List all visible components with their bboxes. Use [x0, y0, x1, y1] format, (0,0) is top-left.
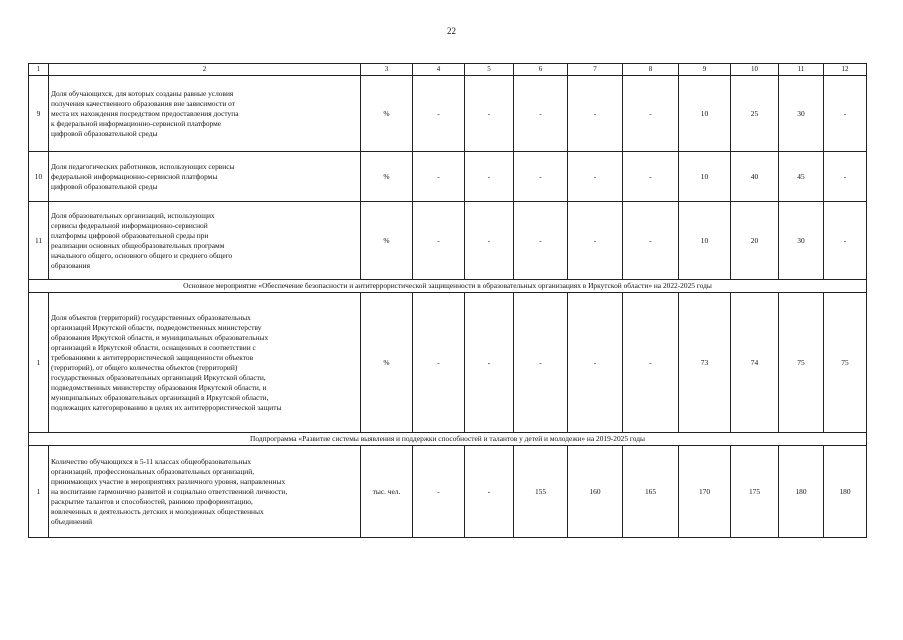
value-cell: - — [568, 293, 623, 433]
value-cell: 180 — [779, 446, 824, 538]
section-title: Основное мероприятие «Обеспечение безопасности и антитеррористической защищенности в образовательных организациях в Иркутской области» на 2022-2025 годы — [29, 280, 867, 293]
value-cell: 10 — [679, 152, 731, 202]
column-header: 2 — [49, 64, 361, 76]
column-header: 12 — [824, 64, 867, 76]
value-cell: 45 — [779, 152, 824, 202]
column-header: 10 — [731, 64, 779, 76]
indicator-line: цифровой образовательной среды — [51, 128, 158, 138]
indicator-line: организаций, профессиональных образовательных организаций, — [51, 466, 255, 476]
value-cell: - — [568, 152, 623, 202]
value-cell: - — [623, 202, 679, 280]
value-cell: - — [824, 152, 867, 202]
value-cell: - — [465, 446, 514, 538]
indicator-line: цифровой образовательной среды — [51, 181, 158, 191]
indicator-line: федеральной информационно-сервисной платформы — [51, 171, 218, 181]
column-number-header-row — [29, 64, 867, 76]
indicator-line: (территорий), от общего количества объектов (территорий) — [51, 362, 238, 372]
indicator-line: образования — [51, 260, 90, 270]
indicator-line: вовлеченных в деятельность детских и молодежных общественных — [51, 506, 264, 516]
value-cell: 165 — [623, 446, 679, 538]
indicator-line: Доля образовательных организаций, использующих — [51, 210, 215, 220]
value-cell: - — [568, 76, 623, 152]
indicator-line: Доля обучающихся, для которых созданы равные условия — [51, 88, 234, 98]
table-row — [29, 76, 867, 152]
value-cell: - — [465, 76, 514, 152]
value-cell: - — [514, 152, 568, 202]
value-cell: - — [465, 293, 514, 433]
indicator-line: Доля объектов (территорий) государственных образовательных — [51, 313, 251, 323]
indicator-name — [49, 446, 361, 538]
indicator-name — [49, 152, 361, 202]
value-cell: - — [623, 293, 679, 433]
indicator-line: организаций в Иркутской области, оснащенных в соответствии с — [51, 342, 256, 352]
indicator-line: Доля педагогических работников, использующих сервисы — [51, 161, 235, 171]
value-cell: - — [623, 76, 679, 152]
indicator-line: подведомственных министерству образования Иркутской области, и — [51, 382, 267, 392]
unit-cell: % — [361, 76, 413, 152]
column-header: 4 — [413, 64, 465, 76]
column-header: 9 — [679, 64, 731, 76]
indicator-line: государственных образовательных организаций Иркутской области, — [51, 372, 266, 382]
indicator-line: места их нахождения посредством предоставления доступа — [51, 108, 239, 118]
value-cell: 25 — [731, 76, 779, 152]
value-cell: - — [514, 293, 568, 433]
indicators-table — [28, 63, 867, 538]
value-cell: - — [824, 76, 867, 152]
column-header: 6 — [514, 64, 568, 76]
value-cell: 75 — [824, 293, 867, 433]
indicator-name — [49, 76, 361, 152]
section-title: Подпрограмма «Развитие системы выявления и поддержки способностей и талантов у детей и молодежи» на 2019-2025 годы — [29, 433, 867, 446]
indicator-line: принимающих участие в мероприятиях различного уровня, направленных — [51, 476, 286, 486]
indicator-name — [49, 202, 361, 280]
column-header: 11 — [779, 64, 824, 76]
value-cell: - — [514, 76, 568, 152]
table-row — [29, 446, 867, 538]
indicator-line: получения качественного образования вне зависимости от — [51, 98, 235, 108]
unit-cell: % — [361, 152, 413, 202]
unit-cell: % — [361, 293, 413, 433]
indicator-line: требованиями к антитеррористической защищенности объектов — [51, 352, 254, 362]
unit-cell: тыс. чел. — [361, 446, 413, 538]
indicator-line: подлежащих категорированию в целях их антитеррористической защиты — [51, 402, 282, 412]
column-header: 1 — [29, 64, 49, 76]
section-header-row — [29, 280, 867, 293]
row-number: 1 — [29, 446, 49, 538]
value-cell: 40 — [731, 152, 779, 202]
row-number: 11 — [29, 202, 49, 280]
indicator-line: Количество обучающихся в 5-11 классах общеобразовательных — [51, 456, 252, 466]
value-cell: - — [824, 202, 867, 280]
page-number: 22 — [447, 26, 456, 36]
value-cell: 30 — [779, 76, 824, 152]
value-cell: - — [413, 446, 465, 538]
indicator-line: к федеральной информационно-сервисной платформе — [51, 118, 222, 128]
value-cell: - — [623, 152, 679, 202]
table-row — [29, 293, 867, 433]
value-cell: - — [568, 202, 623, 280]
value-cell: 75 — [779, 293, 824, 433]
value-cell: - — [413, 202, 465, 280]
indicator-line: организаций Иркутской области, подведомственных министерству — [51, 323, 262, 332]
value-cell: - — [413, 152, 465, 202]
row-number: 9 — [29, 76, 49, 152]
row-number: 1 — [29, 293, 49, 433]
indicator-line: начального общего, основного общего и среднего общего — [51, 250, 233, 260]
value-cell: 170 — [679, 446, 731, 538]
value-cell: 175 — [731, 446, 779, 538]
indicator-line: образования Иркутской области, и муниципальных образовательных — [51, 332, 269, 342]
value-cell: 10 — [679, 202, 731, 280]
value-cell: 180 — [824, 446, 867, 538]
column-header: 5 — [465, 64, 514, 76]
value-cell: 74 — [731, 293, 779, 433]
indicator-line: сервисы федеральной информационно-сервисной — [51, 220, 208, 230]
indicator-line: объединений — [51, 516, 93, 526]
table-row — [29, 152, 867, 202]
column-header: 3 — [361, 64, 413, 76]
section-header-row — [29, 433, 867, 446]
value-cell: 30 — [779, 202, 824, 280]
value-cell: - — [465, 152, 514, 202]
indicator-line: реализации основных общеобразовательных программ — [51, 240, 225, 250]
indicator-line: муниципальных образовательных организаций в Иркутской области, — [51, 392, 269, 402]
value-cell: 10 — [679, 76, 731, 152]
value-cell: 160 — [568, 446, 623, 538]
value-cell: - — [413, 293, 465, 433]
column-header: 7 — [568, 64, 623, 76]
indicator-line: на воспитание гармонично развитой и социально ответственной личности, — [51, 486, 288, 496]
value-cell: 73 — [679, 293, 731, 433]
value-cell: - — [465, 202, 514, 280]
indicator-name — [49, 293, 361, 433]
table-row — [29, 202, 867, 280]
value-cell: 20 — [731, 202, 779, 280]
indicator-line: раскрытие талантов и способностей, раннюю профориентацию, — [51, 496, 253, 506]
value-cell: - — [514, 202, 568, 280]
row-number: 10 — [29, 152, 49, 202]
unit-cell: % — [361, 202, 413, 280]
value-cell: - — [413, 76, 465, 152]
value-cell: 155 — [514, 446, 568, 538]
indicator-line: платформы цифровой образовательной среды при — [51, 230, 209, 240]
column-header: 8 — [623, 64, 679, 76]
